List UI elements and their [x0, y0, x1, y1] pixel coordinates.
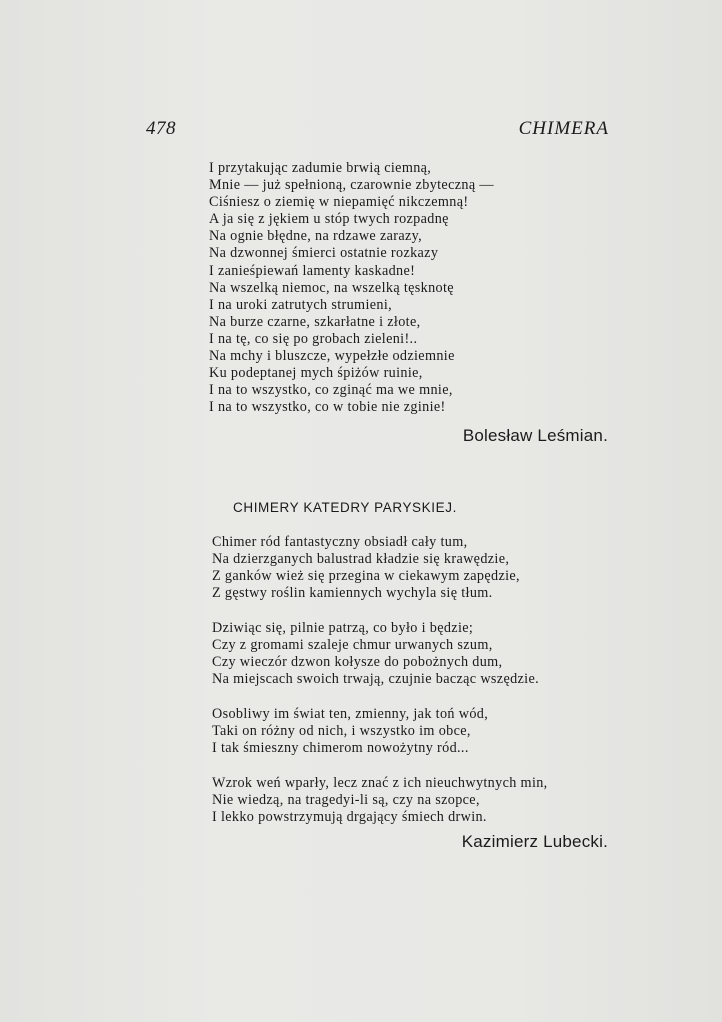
poem-line: I na to wszystko, co w tobie nie zginie!	[209, 399, 446, 416]
stanza	[212, 706, 548, 757]
poem-line: Taki on różny od nich, i wszystko im obce,	[212, 723, 471, 740]
page-number: 478	[146, 118, 176, 139]
poem-line: Z gęstwy roślin kamiennych wychyla się tłum.	[212, 585, 493, 602]
poem-line: Wzrok weń wparły, lecz znać z ich nieuchwytnych min,	[212, 774, 548, 791]
stanza	[212, 534, 548, 602]
poem-line: Nie wiedzą, na tragedyi-li są, czy na szopce,	[212, 791, 480, 808]
poem-line: I tak śmieszny chimerom nowożytny ród...	[212, 740, 469, 757]
poem-line: Na ognie błędne, na rdzawe zarazy,	[209, 228, 423, 245]
poem-line: I na to wszystko, co zginąć ma we mnie,	[209, 382, 453, 399]
poem-lesmian	[209, 160, 494, 416]
poem-line: Ku podeptanej mych śpiżów ruinie,	[209, 365, 423, 382]
poem-line: I na tę, co się po grobach zieleni!..	[209, 330, 418, 347]
poem-line: Na miejscach swoich trwają, czujnie bacząc wszędzie.	[212, 671, 540, 688]
poem-lubecki	[212, 534, 548, 826]
running-title: CHIMERA	[518, 118, 609, 139]
poem-title: CHIMERY KATEDRY PARYSKIEJ.	[233, 500, 457, 515]
poem-line: Czy wieczór dzwon kołysze do pobożnych dum,	[212, 654, 503, 671]
poem-line: Dziwiąc się, pilnie patrzą, co było i będzie;	[212, 619, 474, 636]
poem-line: Chimer ród fantastyczny obsiadł cały tum,	[212, 534, 468, 550]
poem-line: Z ganków wież się przegina w ciekawym zapędzie,	[212, 568, 520, 585]
poem-line: I na uroki zatrutych strumieni,	[209, 296, 393, 313]
poem-line: Czy z gromami szaleje chmur urwanych szum,	[212, 637, 493, 654]
poem-line: Na wszelką niemoc, na wszelką tęsknotę	[209, 279, 454, 296]
poem-line: A ja się z jękiem u stóp twych rozpadnę	[209, 211, 449, 228]
poem-line: Na mchy i bluszcze, wypełzłe odziemnie	[209, 348, 455, 365]
author-signature-lubecki: Kazimierz Lubecki.	[461, 832, 608, 851]
poem-line: I lekko powstrzymują drgający śmiech drwin.	[212, 809, 487, 825]
poem-line: Na burze czarne, szkarłatne i złote,	[209, 313, 421, 330]
poem-line: I przytakując zadumie brwią ciemną,	[209, 160, 432, 176]
poem-line: Ciśniesz o ziemię w niepamięć nikczemną!	[209, 194, 469, 211]
poem-line: Osobliwy im świat ten, zmienny, jak toń wód,	[212, 705, 489, 722]
poem-line: I zanieśpiewań lamenty kaskadne!	[209, 262, 416, 279]
stanza	[212, 775, 548, 826]
poem-line: Na dzierzganych balustrad kładzie się krawędzie,	[212, 551, 510, 568]
poem-line: Mnie — już spełnioną, czarownie zbyteczną —	[209, 177, 494, 194]
author-signature-lesmian: Bolesław Leśmian.	[462, 426, 608, 445]
stanza	[212, 620, 548, 688]
poem-line: Na dzwonnej śmierci ostatnie rozkazy	[209, 245, 439, 262]
